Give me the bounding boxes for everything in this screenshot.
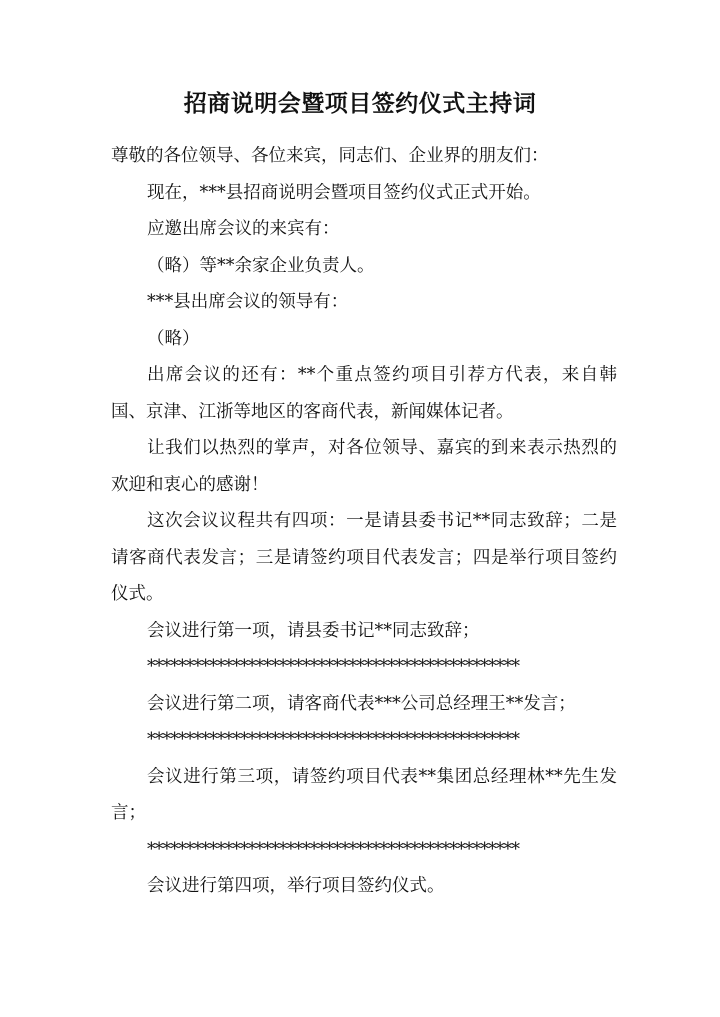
paragraph-applause: 让我们以热烈的掌声，对各位领导、嘉宾的到来表示热烈的欢迎和衷心的感谢！	[111, 438, 617, 495]
paragraph-agenda: 这次会议议程共有四项：一是请县委书记**同志致辞；二是请客商代表发言；三是请签约项目代表发言；四是举行项目签约仪式。	[111, 511, 617, 604]
placeholder-stars-3: ************************************************	[147, 839, 519, 860]
paragraph-greeting: 尊敬的各位领导、各位来宾，同志们、企业界的朋友们：	[111, 146, 549, 166]
paragraph-other-attendees: 出席会议的还有：**个重点签约项目引荐方代表，来自韩国、京津、江浙等地区的客商代表，新闻媒体记者。	[111, 365, 617, 422]
paragraph-leaders-list: （略）	[147, 328, 200, 349]
paragraph-item-one: 会议进行第一项，请县委书记**同志致辞；	[147, 620, 480, 641]
paragraph-opening: 现在，***县招商说明会暨项目签约仪式正式开始。	[147, 182, 541, 203]
paragraph-item-three: 会议进行第三项，请签约项目代表**集团总经理林**先生发言；	[111, 766, 617, 823]
paragraph-item-four: 会议进行第四项，举行项目签约仪式。	[147, 876, 445, 896]
paragraph-leaders-intro: ***县出席会议的领导有：	[147, 292, 349, 312]
paragraph-item-two: 会议进行第二项，请客商代表***公司总经理王**发言；	[147, 693, 576, 714]
document-title: 招商说明会暨项目签约仪式主持词	[183, 91, 537, 117]
placeholder-stars-1: ************************************************	[147, 657, 519, 677]
paragraph-guests-list: （略）等**余家企业负责人。	[147, 255, 375, 276]
document-body	[111, 138, 617, 905]
paragraph-guests-intro: 应邀出席会议的来宾有：	[147, 219, 340, 239]
placeholder-stars-2: ************************************************	[147, 730, 519, 750]
